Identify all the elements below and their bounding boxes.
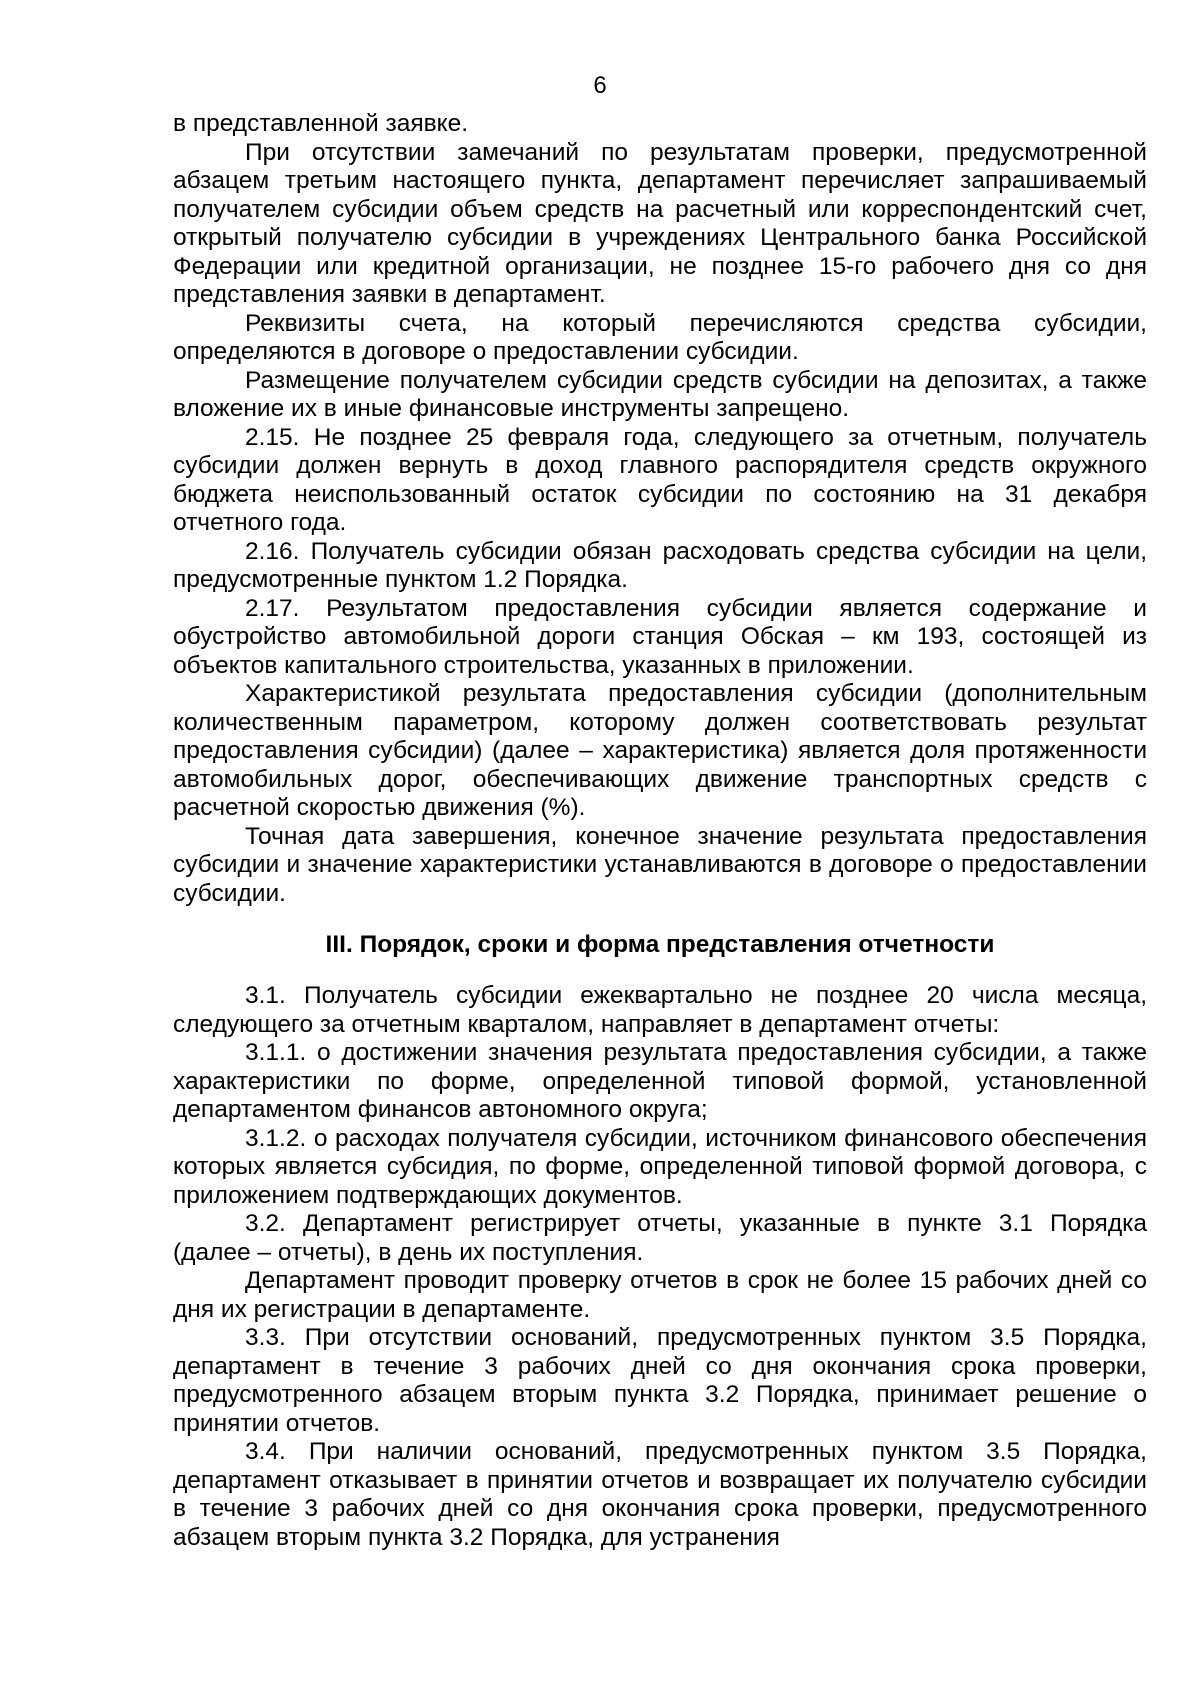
paragraph-3-4: 3.4. При наличии оснований, предусмотренных пунктом 3.5 Порядка, департамент отказывает в принятии отчетов и возвращает их получателю субсидии в течение 3 рабочих дней со дня окончания срока проверки, предусмотренного абзацем вторым пункта 3.2 Порядка, для устранения (173, 1438, 1147, 1551)
paragraph-verification-term: Департамент проводит проверку отчетов в срок не более 15 рабочих дней со дня их регистрации в департаменте. (173, 1267, 1147, 1323)
paragraph-exact-date: Точная дата завершения, конечное значение результата предоставления субсидии и значение характеристики устанавливаются в договоре о предоставлении субсидии. (173, 822, 1147, 907)
paragraph-3-1-2: 3.1.2. о расходах получателя субсидии, источником финансового обеспечения которых является субсидия, по форме, определенной типовой формой договора, с приложением подтверждающих документов. (173, 1124, 1147, 1209)
paragraph-3-1-1: 3.1.1. о достижении значения результата предоставления субсидии, а также характеристики по форме, определенной типовой формой, установленной департаментом финансов автономного округа; (173, 1039, 1147, 1123)
paragraph-transfer-conditions: При отсутствии замечаний по результатам проверки, предусмотренной абзацем третьим настоящего пункта, департамент перечисляет запрашиваемый получателем субсидии объем средств на расчетный или корреспондентский счет, открытый получателю субсидии в учреждениях Центрального банка Российской Федерации или кредитной организации, не позднее 15-го рабочего дня со дня представления заявки в департамент. (173, 138, 1147, 308)
paragraph-2-17: 2.17. Результатом предоставления субсидии является содержание и обустройство автомобильной дороги станция Обская – км 193, состоящей из объектов капитального строительства, указанных в приложении. (173, 594, 1147, 679)
paragraph-3-2: 3.2. Департамент регистрирует отчеты, указанные в пункте 3.1 Порядка (далее – отчеты), в день их поступления. (173, 1210, 1147, 1266)
paragraph-2-16: 2.16. Получатель субсидии обязан расходовать средства субсидии на цели, предусмотренные пунктом 1.2 Порядка. (173, 537, 1147, 593)
section-heading-reporting: III. Порядок, сроки и форма представления отчетности (325, 931, 995, 958)
paragraph-2-15: 2.15. Не позднее 25 февраля года, следующего за отчетным, получатель субсидии должен вернуть в доход главного распорядителя средств окружного бюджета неиспользованный остаток субсидии по состоянию на 31 декабря отчетного года. (173, 423, 1147, 536)
paragraph-account-details: Реквизиты счета, на который перечисляются средства субсидии, определяются в договоре о предоставлении субсидии. (173, 309, 1147, 365)
paragraph-3-3: 3.3. При отсутствии оснований, предусмотренных пунктом 3.5 Порядка, департамент в течение 3 рабочих дней со дня окончания срока проверки, предусмотренного абзацем вторым пункта 3.2 Порядка, принимает решение о принятии отчетов. (173, 1324, 1147, 1437)
document-body (173, 110, 1147, 1552)
paragraph-3-1: 3.1. Получатель субсидии ежеквартально не позднее 20 числа месяца, следующего за отчетным кварталом, направляет в департамент отчеты: (173, 982, 1147, 1038)
paragraph-deposit-prohibition: Размещение получателем субсидии средств субсидии на депозитах, а также вложение их в иные финансовые инструменты запрещено. (173, 366, 1147, 422)
paragraph-continuation: в представленной заявке. (173, 110, 469, 137)
page-number: 6 (593, 72, 607, 99)
paragraph-characteristic: Характеристикой результата предоставления субсидии (дополнительным количественным параметром, которому должен соответствовать результат предоставления субсидии) (далее – характеристика) является доля протяженности автомобильных дорог, обеспечивающих движение транспортных средств с расчетной скоростью движения (%). (173, 680, 1147, 821)
